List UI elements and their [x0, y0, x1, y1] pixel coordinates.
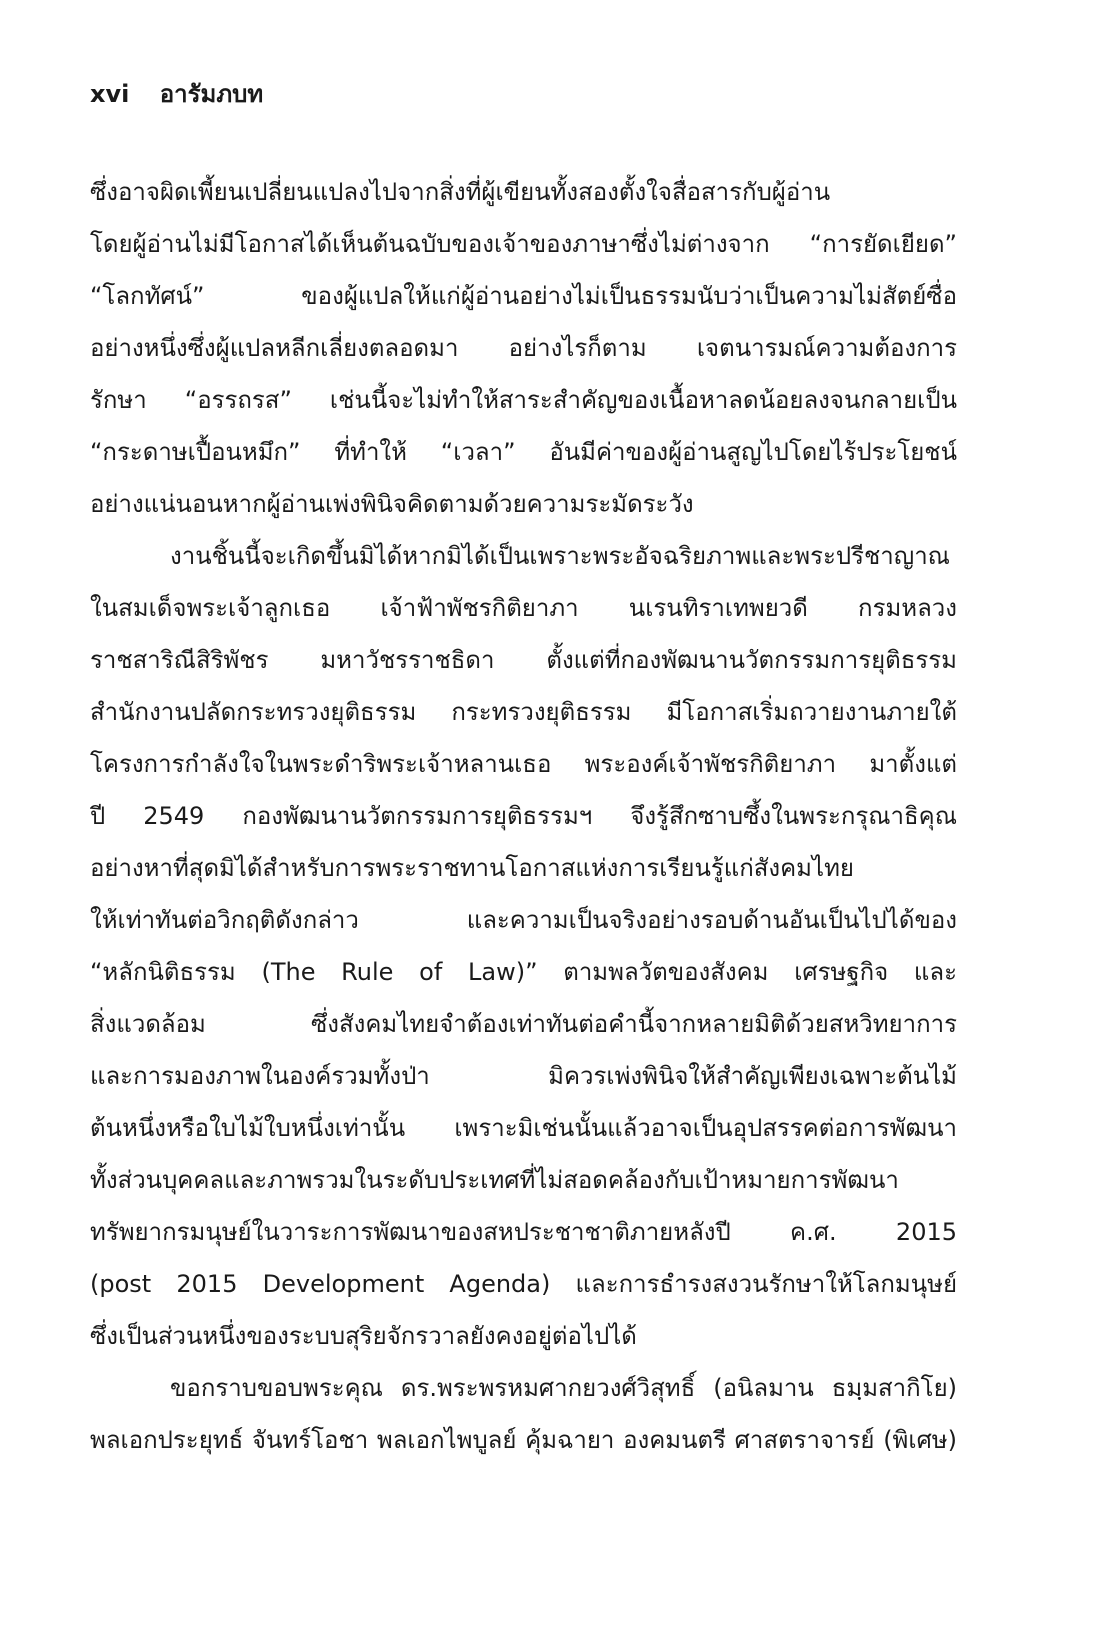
- text-line: อย่างแน่นอนหากผู้อ่านเพ่งพินิจคิดตามด้วยความระมัดระวัง: [90, 490, 694, 518]
- text-line: “โลกทัศน์” ของผู้แปลให้แก่ผู้อ่านอย่างไม่เป็นธรรมนับว่าเป็นความไม่สัตย์ซื่อ: [90, 282, 957, 310]
- text-line: อย่างหนึ่งซึ่งผู้แปลหลีกเลี่ยงตลอดมา อย่างไรก็ตาม เจตนารมณ์ความต้องการ: [90, 334, 957, 362]
- text-line: ราชสาริณีสิริพัชร มหาวัชรราชธิดา ตั้งแต่ที่กองพัฒนานวัตกรรมการยุติธรรม: [90, 646, 957, 674]
- text-line: “กระดาษเปื้อนหมึก” ที่ทำให้ “เวลา” อันมีค่าของผู้อ่านสูญไปโดยไร้ประโยชน์: [90, 438, 957, 466]
- text-line: ต้นหนึ่งหรือใบไม้ใบหนึ่งเท่านั้น เพราะมิเช่นนั้นแล้วอาจเป็นอุปสรรคต่อการพัฒนา: [90, 1114, 957, 1142]
- text-line: และการมองภาพในองค์รวมทั้งป่า มิควรเพ่งพินิจให้สำคัญเพียงเฉพาะต้นไม้: [90, 1062, 957, 1090]
- section-title: อารัมภบท: [159, 80, 264, 108]
- text-line: โครงการกำลังใจในพระดำริพระเจ้าหลานเธอ พระองค์เจ้าพัชรกิติยาภา มาตั้งแต่: [90, 750, 957, 778]
- page-number: xvi: [90, 80, 130, 108]
- text-line: สำนักงานปลัดกระทรวงยุติธรรม กระทรวงยุติธรรม มีโอกาสเริ่มถวายงานภายใต้: [90, 698, 957, 726]
- text-line: (post 2015 Development Agenda) และการธำรงสงวนรักษาให้โลกมนุษย์: [90, 1270, 957, 1298]
- text-line: ซึ่งเป็นส่วนหนึ่งของระบบสุริยจักรวาลยังคงอยู่ต่อไปได้: [90, 1322, 637, 1350]
- text-line: อย่างหาที่สุดมิได้สำหรับการพระราชทานโอกาสแห่งการเรียนรู้แก่สังคมไทย: [90, 854, 854, 882]
- text-line: ขอกราบขอบพระคุณ ดร.พระพรหมศากยวงศ์วิสุทธิ์ (อนิลมาน ธมฺมสากิโย): [170, 1374, 957, 1402]
- running-header: [90, 78, 263, 110]
- text-line: ให้เท่าทันต่อวิกฤติดังกล่าว และความเป็นจริงอย่างรอบด้านอันเป็นไปได้ของ: [90, 906, 957, 934]
- text-line: สิ่งแวดล้อม ซึ่งสังคมไทยจำต้องเท่าทันต่อคำนี้จากหลายมิติด้วยสหวิทยาการ: [90, 1010, 957, 1038]
- text-line: “หลักนิติธรรม (The Rule of Law)” ตามพลวัตของสังคม เศรษฐกิจ และ: [90, 958, 957, 986]
- text-line: ทั้งส่วนบุคคลและภาพรวมในระดับประเทศที่ไม่สอดคล้องกับเป้าหมายการพัฒนา: [90, 1166, 899, 1194]
- text-line: โดยผู้อ่านไม่มีโอกาสได้เห็นต้นฉบับของเจ้าของภาษาซึ่งไม่ต่างจาก “การยัดเยียด”: [90, 230, 957, 258]
- text-line: งานชิ้นนี้จะเกิดขึ้นมิได้หากมิได้เป็นเพราะพระอัจฉริยภาพและพระปรีชาญาณ: [170, 542, 950, 570]
- text-line: รักษา “อรรถรส” เช่นนี้จะไม่ทำให้สาระสำคัญของเนื้อหาลดน้อยลงจนกลายเป็น: [90, 386, 957, 414]
- text-line: พลเอกประยุทธ์ จันทร์โอชา พลเอกไพบูลย์ คุ้มฉายา องคมนตรี ศาสตราจารย์ (พิเศษ): [90, 1426, 957, 1454]
- text-line: ทรัพยากรมนุษย์ในวาระการพัฒนาของสหประชาชาติภายหลังปี ค.ศ. 2015: [90, 1218, 957, 1246]
- text-line: ซึ่งอาจผิดเพี้ยนเปลี่ยนแปลงไปจากสิ่งที่ผู้เขียนทั้งสองตั้งใจสื่อสารกับผู้อ่าน: [90, 178, 831, 206]
- text-line: ปี 2549 กองพัฒนานวัตกรรมการยุติธรรมฯ จึงรู้สึกซาบซึ้งในพระกรุณาธิคุณ: [90, 802, 957, 830]
- body-text: [90, 166, 957, 1466]
- text-line: ในสมเด็จพระเจ้าลูกเธอ เจ้าฟ้าพัชรกิติยาภา นเรนทิราเทพยวดี กรมหลวง: [90, 594, 957, 622]
